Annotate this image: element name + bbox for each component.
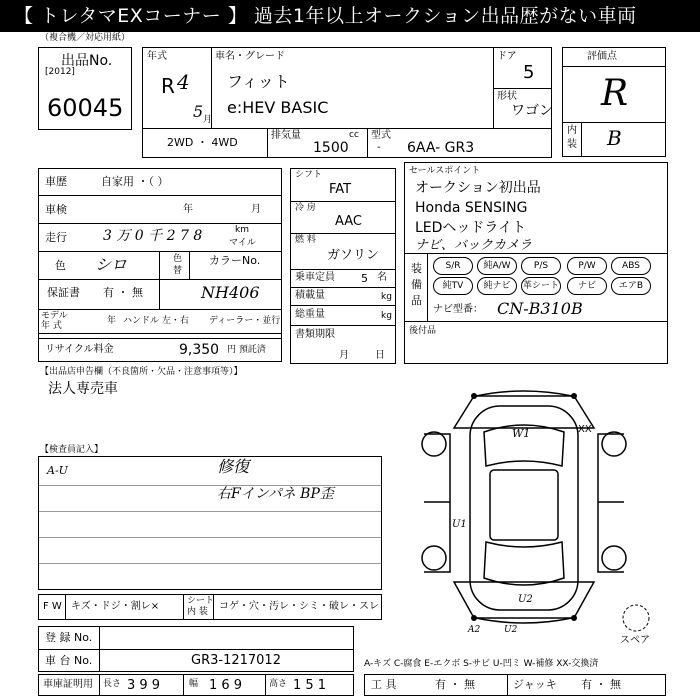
interior-seat-2: 内 装 [187,607,208,617]
len-value: 3 9 9 [127,678,161,693]
handle: ハンドル 左・右 [123,316,189,326]
dealer: ディーラー・並行 [209,316,281,326]
sales-3: LEDヘッドライト [415,220,527,236]
interior-row [38,594,382,620]
manual-day: 日 [375,350,385,361]
shape-label: 形状 [497,91,517,102]
disp-value: 1500 [313,140,349,156]
interior-label-2: 装 [567,139,577,150]
mileage-km: km [235,225,249,235]
weight-label: 総重量 [295,309,325,320]
mileage-mile: マイル [229,238,256,248]
door-value: 5 [523,62,535,83]
color-value: シロ [95,255,128,274]
manual-month: 月 [339,350,349,361]
spare-label: スペア [620,635,650,646]
equip-label-1: 装 [411,262,422,275]
drive-value: 2WD ・ 4WD [167,136,238,149]
jack-label: ジャッキ [513,678,557,691]
manual-label: 書類期限 [295,329,335,340]
year-era: R [161,74,175,98]
tools-value: 有 ・ 無 [435,678,475,691]
recycle-label: リサイクル料金 [45,344,114,355]
reg-label: 登 録 No. [45,631,93,644]
sales-1: オークション初出品 [415,180,541,196]
year-month-unit: 月 [203,115,213,125]
mark-xx: XX [578,424,592,435]
load-unit: kg [381,292,392,302]
legend: A-キズ C-腐食 E-エクボ S-サビ U-凹ミ W-補修 XX-交換済 [364,659,599,669]
inspector-line1-right: 修復 [217,457,250,476]
equip-pw: P/W [567,257,607,275]
inspector-box [38,456,382,590]
remarks-label: 【出品店申告欄（不良箇所・欠品・注意事項等）】 [40,367,243,377]
shaken-label: 車検 [45,203,67,216]
capacity-label: 乗車定員 [295,272,335,283]
left-info [38,168,282,354]
disp-label: 排気量 [271,130,301,141]
year-num: 4 [177,70,190,94]
navi-label: ナビ型番： [433,304,483,315]
history-value: 自家用 ・（ ） [101,175,169,188]
modelyear-label-1: モデル [41,311,68,321]
car-label: 車名・グレード [215,51,285,62]
tools-box [364,674,666,696]
equip-leather: 革シート [521,277,561,295]
weight-unit: kg [381,311,392,321]
equip-label-2: 備 [411,278,422,291]
capacity-value: 5 [361,272,368,285]
color-change-1: 色 [173,254,183,264]
lot-box [38,47,132,130]
ac-value: AAC [335,214,362,229]
lot-label: 出品No. [61,53,113,69]
mark-u2b: U2 [504,625,518,635]
equip-alloy: 純A/W [477,257,517,275]
registration-box [38,626,354,672]
year-month: 5 [193,102,204,121]
lot-year: [2012] [45,67,75,77]
color-change-2: 替 [173,266,183,276]
chassis-value: GR3-1217012 [191,653,281,668]
colorno-value: NH406 [201,283,260,302]
remarks-value: 法人専売車 [48,381,118,397]
equip-ps: P/S [521,257,561,275]
interior-label-1: 内 [567,125,577,136]
warranty-label: 保証書 [47,286,80,299]
lot-number: 60045 [47,94,124,122]
navi-value: CN-B310B [497,299,583,318]
model-label: 型式 [371,130,391,141]
shaken-year: 年 [183,204,193,215]
drive-box [142,128,552,158]
colorno-label: カラーNo. [209,254,261,267]
sales-2: Honda SENSING [415,200,528,216]
car-name: フィット [227,72,290,91]
equip-label-3: 品 [411,294,422,307]
inspector-line1-left: A-U [47,464,68,477]
equip-abs: ABS [611,257,651,275]
modelyear-label-2: 年 式 [41,321,62,331]
recycle-unit: 円 預託済 [227,345,266,355]
wid-value: 1 6 9 [209,678,243,693]
year-label: 年式 [147,51,167,62]
score-label: 評価点 [587,51,617,62]
wid-label: 幅 [189,679,199,689]
score-value: R [601,73,629,114]
right-info [404,162,668,364]
equip-navi: ナビ [567,277,607,295]
recycle-value: 9,350 [179,342,220,358]
sales-label: セールスポイント [409,166,481,176]
inspector-label: 【検査員記入】 [40,445,104,455]
shaken-month: 月 [251,204,261,215]
interior-fw: F W [43,601,62,612]
spare-tire-icon [620,602,652,634]
mileage-value: 3 万 0 千 2 7 8 [103,228,203,244]
cert-label: 車庫証明用 [43,679,93,690]
tools-label: 工 具 [371,678,397,691]
model-dash: - [377,142,381,153]
shift-label: シフト [295,170,323,180]
mark-u2: U2 [518,594,533,605]
hei-value: 1 5 1 [293,678,327,693]
history-label: 車歴 [45,175,67,188]
len-label: 長さ [103,679,122,689]
disp-unit: cc [349,130,359,140]
score-box [562,47,666,157]
equip-tv: 純TV [433,277,473,295]
shape-value: ワゴン [511,103,553,119]
door-label: ドア [497,51,517,62]
interior-items1: キズ・ト゚ジ・割レ× [71,601,160,612]
color-label: 色 [55,259,66,272]
hei-label: 高さ [269,679,288,689]
mid-info [290,168,396,364]
car-grade: e:HEV BASIC [227,98,329,117]
model-value: 6AA- GR3 [407,140,475,156]
interior-items2: コゲ・穴・汚レ・シミ・破レ・スレ [219,601,379,612]
chassis-label: 車 台 No. [45,654,93,667]
interior-seat-1: シート [187,596,215,606]
load-label: 積載量 [295,290,325,301]
equip-navi-oem: 純ナビ [477,277,517,295]
mark-w1: W1 [512,427,531,440]
header-note: （複合機／対応用紙） [40,33,131,43]
interior-value: B [607,126,622,150]
sales-4: ナビ、バックカメラ [415,238,532,253]
fuel-value: ガソリン [327,248,380,263]
recycle-box [38,338,282,362]
mark-a2: A2 [468,625,481,635]
cert-box [38,674,354,696]
mileage-label: 走行 [45,231,67,244]
banner: 【 トレタマEXコーナー 】 過去1年以上オークション出品歴がない車両 [0,0,700,32]
inspector-line2-right: 右Fインパネ BP歪 [217,486,334,502]
modelyear-year: 年 [107,316,117,326]
shift-value: FAT [329,182,352,197]
equip-sr: S/R [433,257,473,275]
aftermarket-label: 後付品 [409,326,437,336]
jack-value: 有 ・ 無 [581,678,621,691]
warranty-value: 有 ・ 無 [103,286,143,299]
capacity-unit: 名 [377,272,387,283]
equip-airbag: エアB [611,277,651,295]
fuel-label: 燃 料 [295,235,316,245]
mark-u1: U1 [452,519,467,530]
car-box [142,47,552,130]
ac-label: 冷 房 [295,203,316,213]
